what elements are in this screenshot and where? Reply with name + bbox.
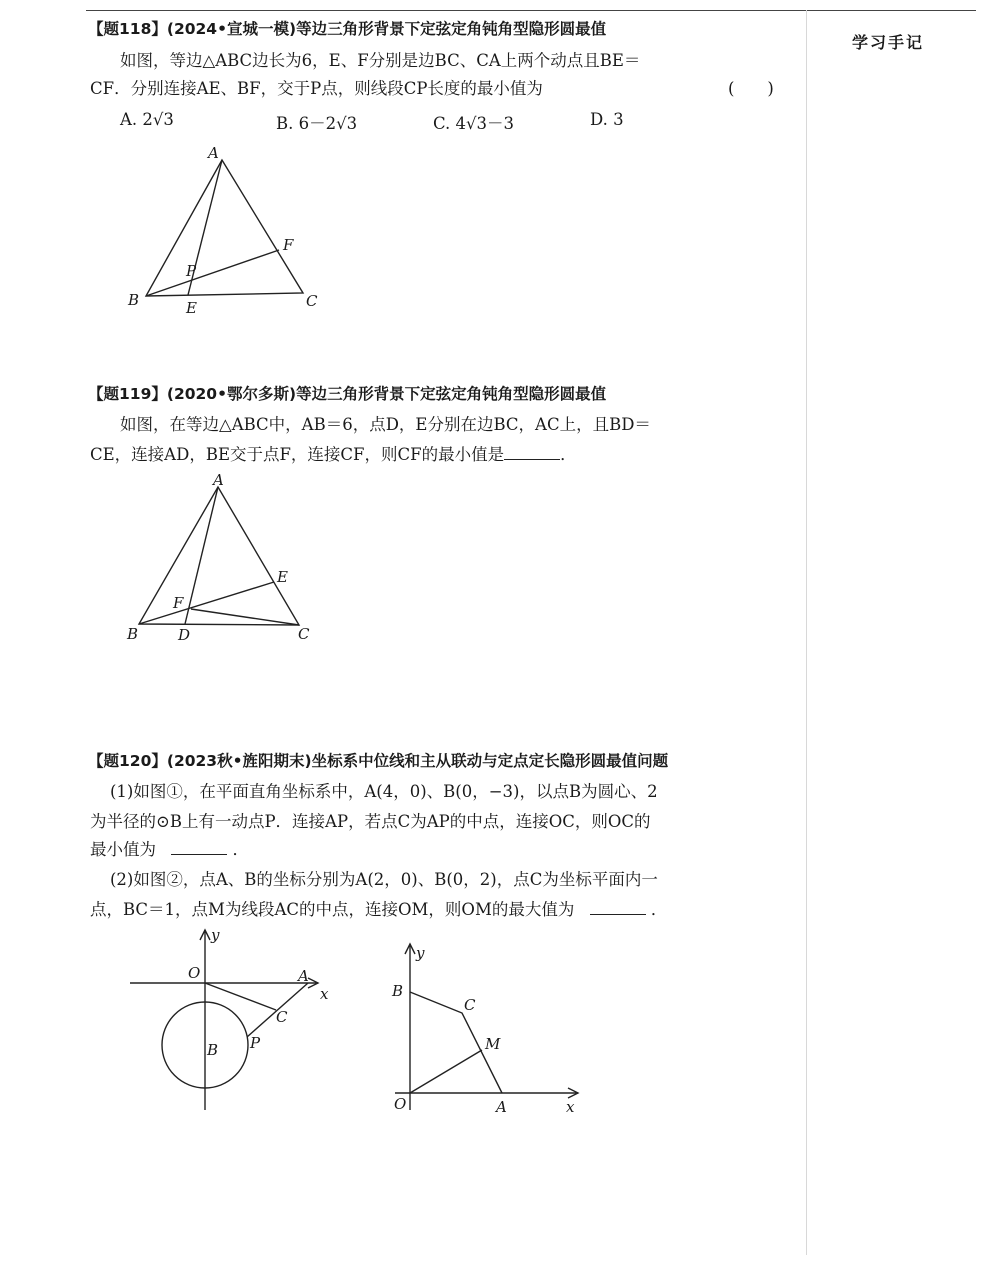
q119-text-line2-body: CE，连接AD，BE交于点F，连接CF，则CF的最小值是 <box>90 445 505 464</box>
q120-part2-line2-end: ． <box>650 900 668 919</box>
q118-label-e: E <box>186 299 197 317</box>
q119-label-f: F <box>173 594 184 612</box>
q120-part1-line3-end: ． <box>232 840 249 859</box>
fig2-label-b: B <box>392 982 404 1000</box>
fig1-label-x: x <box>320 985 329 1003</box>
sidebar-title: 学习手记 <box>852 33 925 52</box>
q118-answer-paren: ( ) <box>728 79 774 98</box>
q119-label-c: C <box>298 625 310 643</box>
q120-heading: 【题120】(2023秋•旌阳期末)坐标系中位线和主从联动与定点定长隐形圆最值问题 <box>88 752 669 770</box>
q119-text-line1: 如图，在等边△ABC中，AB＝6，点D，E分别在边BC，AC上，且BD＝ <box>120 415 651 434</box>
fig1-label-a: A <box>298 967 309 985</box>
fig2-label-a: A <box>496 1098 507 1116</box>
q118-label-f: F <box>283 236 294 254</box>
q120-part1-line3-body: 最小值为 <box>90 840 156 859</box>
q118-heading: 【题118】(2024•宣城一模)等边三角形背景下定弦定角钝角型隐形圆最值 <box>88 20 607 38</box>
q118-text-line1: 如图，等边△ABC边长为6，E、F分别是边BC、CA上两个动点且BE＝ <box>120 51 641 70</box>
fig2-label-m: M <box>485 1035 501 1053</box>
q120-part1-line2: 为半径的⊙B上有一动点P．连接AP，若点C为AP的中点，连接OC，则OC的 <box>90 812 651 831</box>
q118-option-a: A. 2√3 <box>120 110 174 129</box>
fig2-segment-om <box>410 1050 482 1093</box>
q118-label-c: C <box>306 292 318 310</box>
q119-label-e: E <box>277 568 288 586</box>
q119-text-line2-end: ． <box>560 445 577 464</box>
fig1-label-p: P <box>250 1034 261 1052</box>
q119-label-b: B <box>127 625 139 643</box>
fig2-label-y: y <box>416 944 425 962</box>
fig1-label-b: B <box>207 1041 219 1059</box>
q118-label-b: B <box>128 291 140 309</box>
q118-option-b: B. 6－2√3 <box>276 114 358 133</box>
fig2-label-x: x <box>566 1098 575 1116</box>
q119-label-d: D <box>178 626 191 644</box>
fig2-label-c: C <box>464 996 476 1014</box>
q118-label-p: P <box>186 262 197 280</box>
q119-heading: 【题119】(2020•鄂尔多斯)等边三角形背景下定弦定角钝角型隐形圆最值 <box>88 385 607 403</box>
q118-option-d: D. 3 <box>590 110 624 129</box>
fig1-label-y: y <box>211 926 220 944</box>
fig2-label-o: O <box>394 1095 407 1113</box>
q118-text-line2: CF．分别连接AE、BF，交于P点，则线段CP长度的最小值为 <box>90 79 543 98</box>
q118-option-c: C. 4√3－3 <box>433 114 515 133</box>
q120-part2-line2-body: 点，BC＝1，点M为线段AC的中点，连接OM，则OM的最大值为 <box>90 900 575 919</box>
q119-label-a: A <box>213 471 224 489</box>
q120-part2-line1: (2)如图②，点A、B的坐标分别为A(2，0)、B(0，2)，点C为坐标平面内一 <box>110 870 658 889</box>
fig1-label-o: O <box>188 964 201 982</box>
fig1-label-c: C <box>276 1008 288 1026</box>
q120-part1-line1: (1)如图①，在平面直角坐标系中，A(4，0)、B(0，−3)，以点B为圆心、2 <box>110 782 658 801</box>
q118-label-a: A <box>208 144 219 162</box>
